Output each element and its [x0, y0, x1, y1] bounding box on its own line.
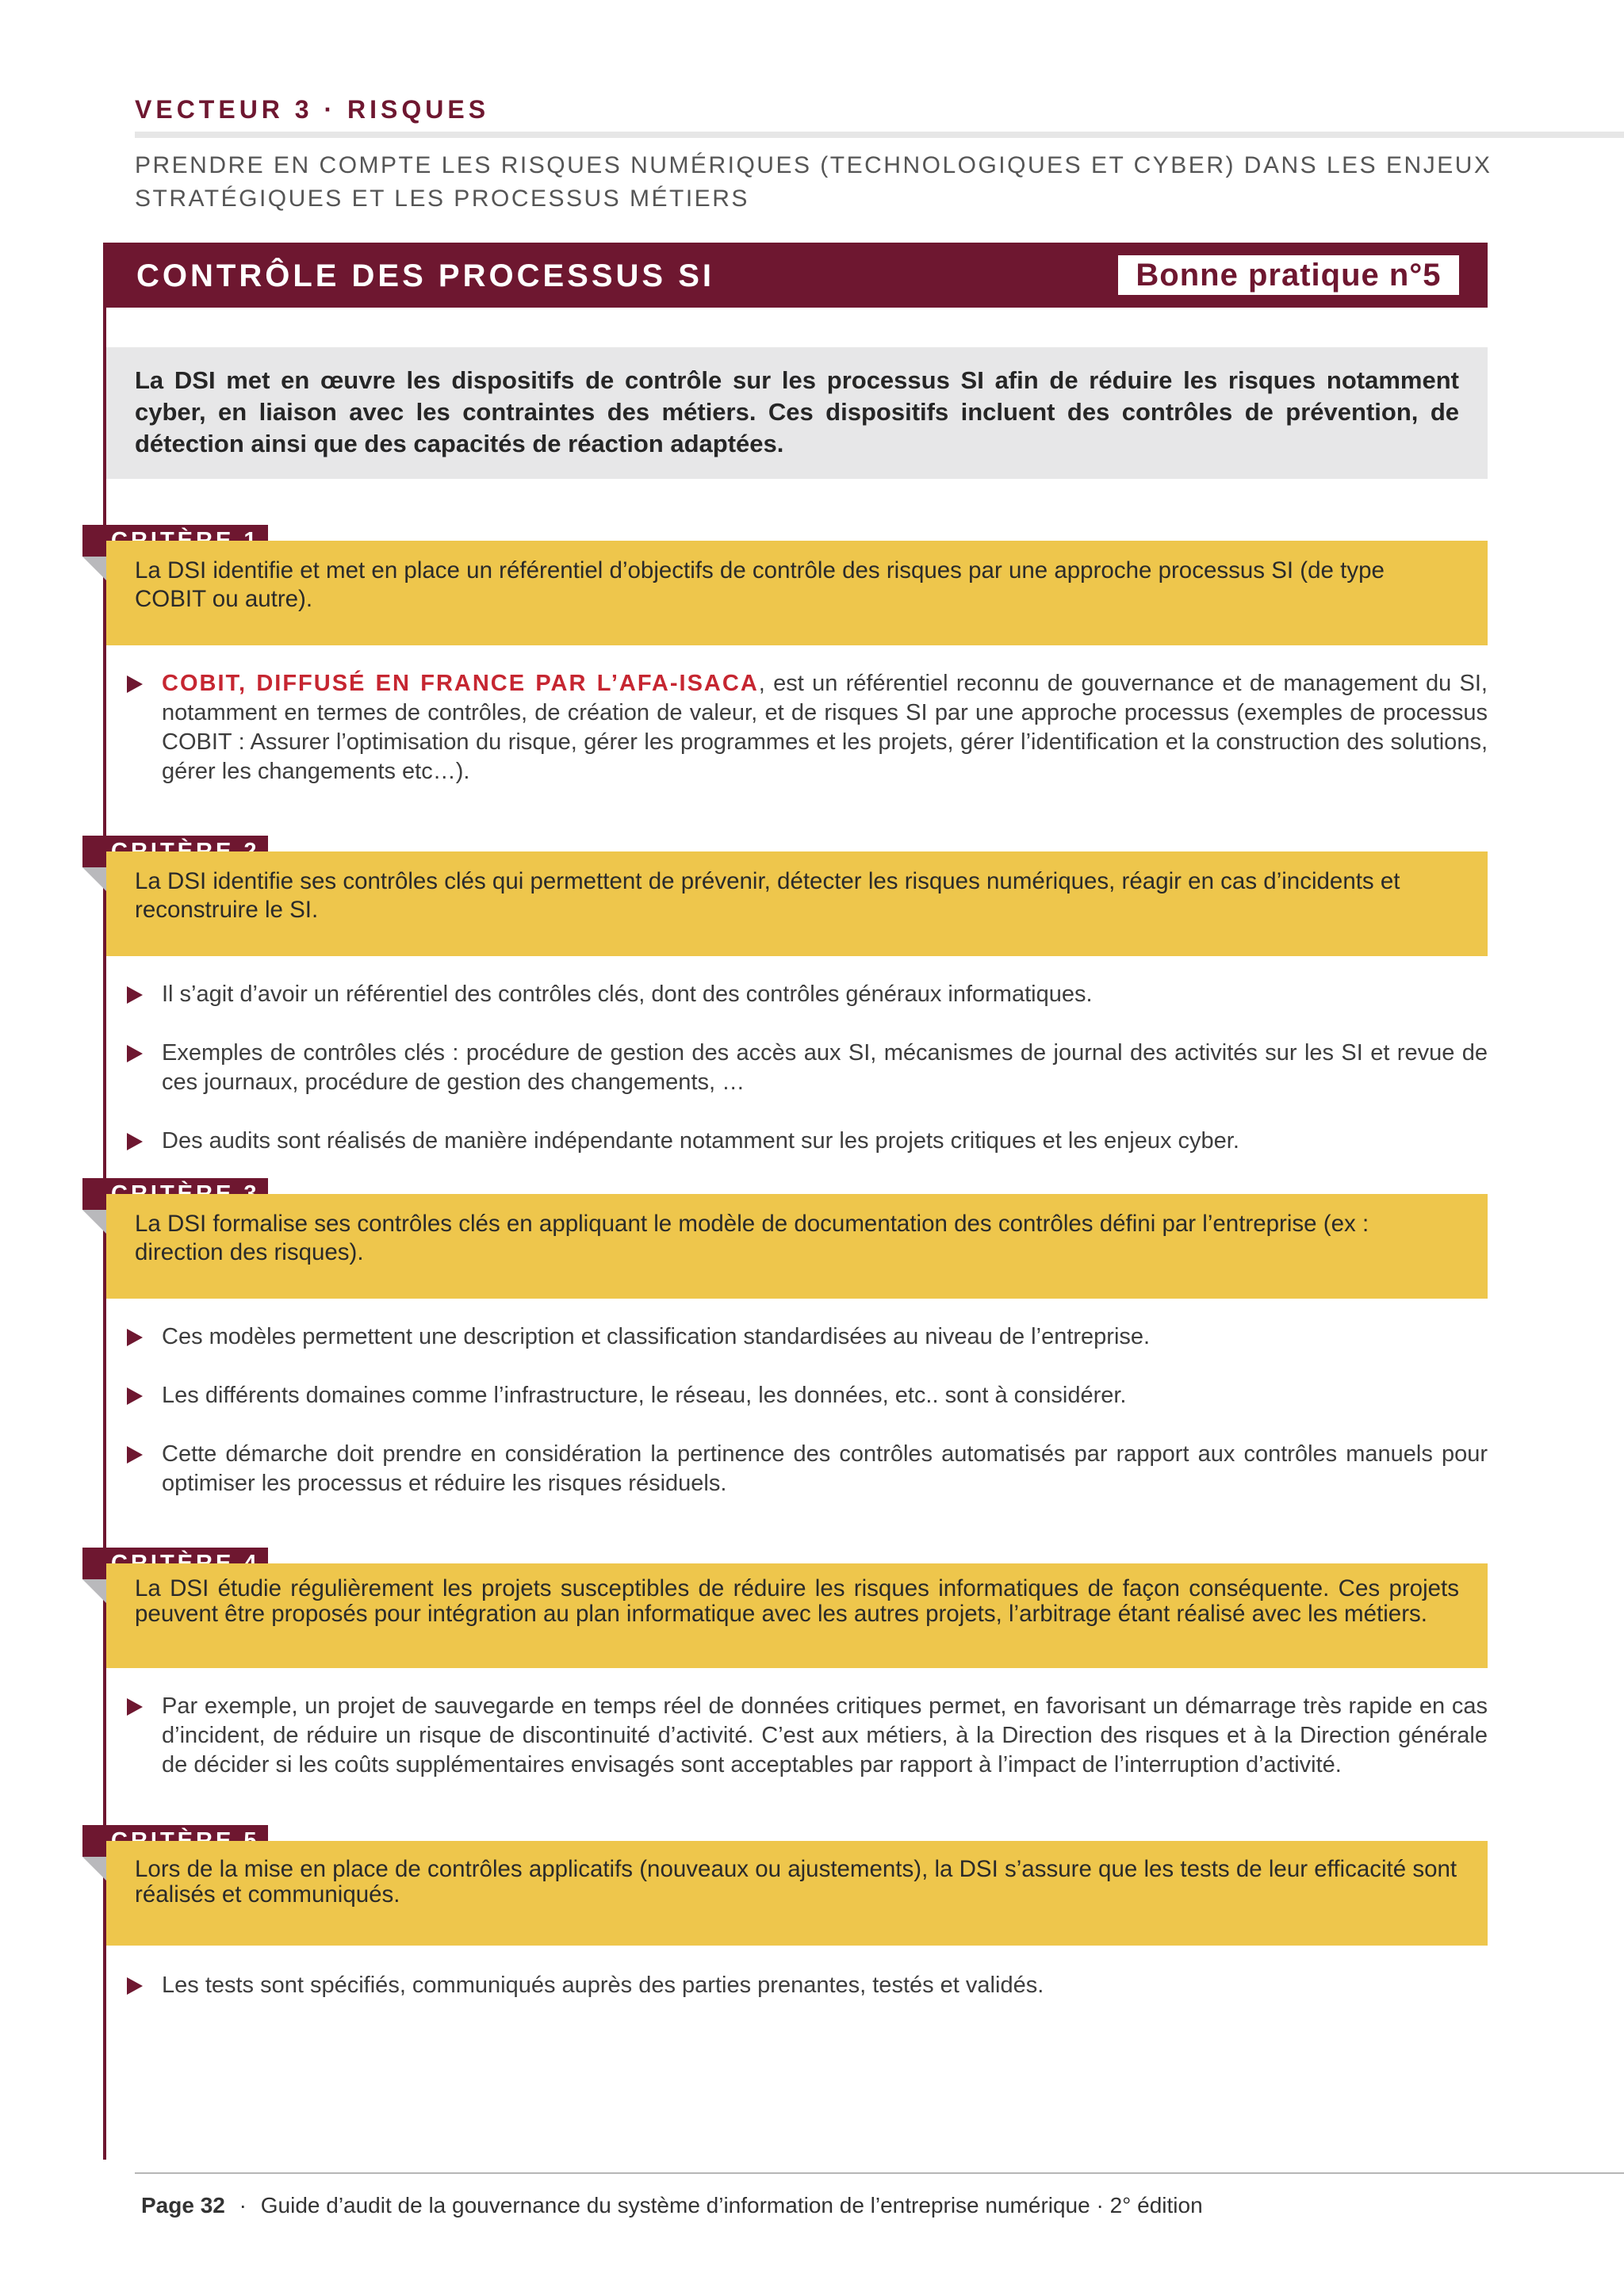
criterion-1-bullets: [127, 669, 1488, 786]
criterion-4-box: [106, 1563, 1488, 1668]
vector-subtitle: PRENDRE EN COMPTE LES RISQUES NUMÉRIQUES (TECHNOLOGIQUES ET CYBER) DANS LES ENJEUX STRATÉGIQUES ET LES PROCESSUS MÉTIERS: [135, 152, 1492, 212]
bullet-text: Des audits sont réalisés de manière indépendante notamment sur les projets critiques et les enjeux cyber.: [162, 1128, 1239, 1154]
list-item: [127, 1322, 1488, 1352]
criterion-3-text: La DSI formalise ses contrôles clés en appliquant le modèle de documentation des contrôles défini par l’entreprise (ex : direction des risques).: [135, 1211, 1369, 1265]
triangle-bullet-icon: [127, 1133, 143, 1150]
best-practice-badge: Bonne pratique n°5: [1118, 255, 1459, 295]
bullet-text: , est un référentiel reconnu de gouvernance et de management du SI, notamment en termes de contrôles, de création de valeur, et de risques SI par une approche processus (exemples de processus COBIT : Assurer l’optimisation du risque, gérer les programmes et les projets, gérer l’identification et la construction des solutions, gérer les changements etc…).: [162, 671, 1488, 784]
triangle-bullet-icon: [127, 1446, 143, 1464]
criterion-3-bullets: [127, 1322, 1488, 1498]
bullet-text: Il s’agit d’avoir un référentiel des contrôles clés, dont des contrôles généraux informatiques.: [162, 982, 1093, 1007]
criterion-fold-icon: [82, 557, 106, 580]
cobit-highlight: COBIT, DIFFUSÉ EN FRANCE PAR L’AFA-ISACA: [162, 671, 759, 696]
criterion-fold-icon: [82, 1210, 106, 1234]
list-item: [127, 980, 1488, 1009]
footer-text: Guide d’audit de la gouvernance du système d’information de l’entreprise numérique · 2° édition: [260, 2193, 1203, 2218]
triangle-bullet-icon: [127, 1977, 143, 1995]
section-title: CONTRÔLE DES PROCESSUS SI: [136, 258, 714, 293]
header-rule: [135, 132, 1624, 138]
list-item: [127, 1039, 1488, 1097]
triangle-bullet-icon: [127, 1698, 143, 1716]
triangle-bullet-icon: [127, 1387, 143, 1405]
list-item: [127, 1971, 1488, 2000]
intro-box: [106, 347, 1488, 479]
criterion-4-bullets: [127, 1692, 1488, 1780]
list-item: [127, 1440, 1488, 1498]
criterion-5-box: [106, 1841, 1488, 1946]
triangle-bullet-icon: [127, 675, 143, 693]
triangle-bullet-icon: [127, 1329, 143, 1346]
criterion-1-text: La DSI identifie et met en place un référentiel d’objectifs de contrôle des risques par une approche processus SI (de type COBIT ou autre).: [135, 557, 1385, 612]
criterion-fold-icon: [82, 867, 106, 891]
list-item: [127, 1127, 1488, 1156]
criterion-2-box: [106, 851, 1488, 956]
triangle-bullet-icon: [127, 986, 143, 1004]
criterion-fold-icon: [82, 1579, 106, 1603]
criterion-1-box: [106, 541, 1488, 645]
bullet-text: Cette démarche doit prendre en considération la pertinence des contrôles automatisés par rapport aux contrôles manuels pour optimiser les processus et réduire les risques résiduels.: [162, 1441, 1488, 1496]
list-item: [127, 1692, 1488, 1780]
bullet-text: Exemples de contrôles clés : procédure de gestion des accès aux SI, mécanismes de journal des activités sur les SI et revue de ces journaux, procédure de gestion des changements, …: [162, 1040, 1488, 1095]
criterion-2-bullets: [127, 980, 1488, 1156]
list-item: [127, 669, 1488, 786]
page-number: Page 32: [141, 2193, 225, 2218]
triangle-bullet-icon: [127, 1045, 143, 1062]
criterion-5-bullets: [127, 1971, 1488, 2000]
criterion-fold-icon: [82, 1857, 106, 1881]
bullet-text: Les tests sont spécifiés, communiqués auprès des parties prenantes, testés et validés.: [162, 1973, 1044, 1998]
bullet-text: Par exemple, un projet de sauvegarde en temps réel de données critiques permet, en favorisant un démarrage très rapide en cas d’incident, de réduire un risque de discontinuité d’activité. C’est aux métiers, à la Direction des risques et à la Direction générale de décider si les coûts supplémentaires envisagés sont acceptables par rapport à l’impact de l’interruption d’activité.: [162, 1693, 1488, 1777]
bullet-text: Les différents domaines comme l’infrastructure, le réseau, les données, etc.. sont à considérer.: [162, 1383, 1127, 1408]
intro-text: La DSI met en œuvre les dispositifs de contrôle sur les processus SI afin de réduire les risques notamment cyber, en liaison avec les contraintes des métiers. Ces dispositifs incluent des contrôles de prévention, de détection ainsi que des capacités de réaction adaptées.: [135, 366, 1459, 457]
criterion-4-text: La DSI étudie régulièrement les projets susceptibles de réduire les risques informatiques de façon conséquente. Ces projets peuvent être proposés pour intégration au plan informatique avec les autres projets, l’arbitrage étant réalisé avec les métiers.: [135, 1575, 1459, 1627]
vector-title: VECTEUR 3 · RISQUES: [135, 95, 490, 124]
criterion-5-text: Lors de la mise en place de contrôles applicatifs (nouveaux ou ajustements), la DSI s’assure que les tests de leur efficacité sont réalisés et communiqués.: [135, 1856, 1457, 1908]
criterion-3-box: [106, 1194, 1488, 1299]
page-footer: [141, 2190, 1203, 2221]
list-item: [127, 1381, 1488, 1410]
bullet-text: Ces modèles permettent une description et classification standardisées au niveau de l’entreprise.: [162, 1324, 1151, 1349]
criterion-2-text: La DSI identifie ses contrôles clés qui permettent de prévenir, détecter les risques numériques, réagir en cas d’incidents et reconstruire le SI.: [135, 868, 1400, 923]
footer-rule: [135, 2172, 1624, 2174]
footer-separator: ·: [239, 2193, 247, 2218]
